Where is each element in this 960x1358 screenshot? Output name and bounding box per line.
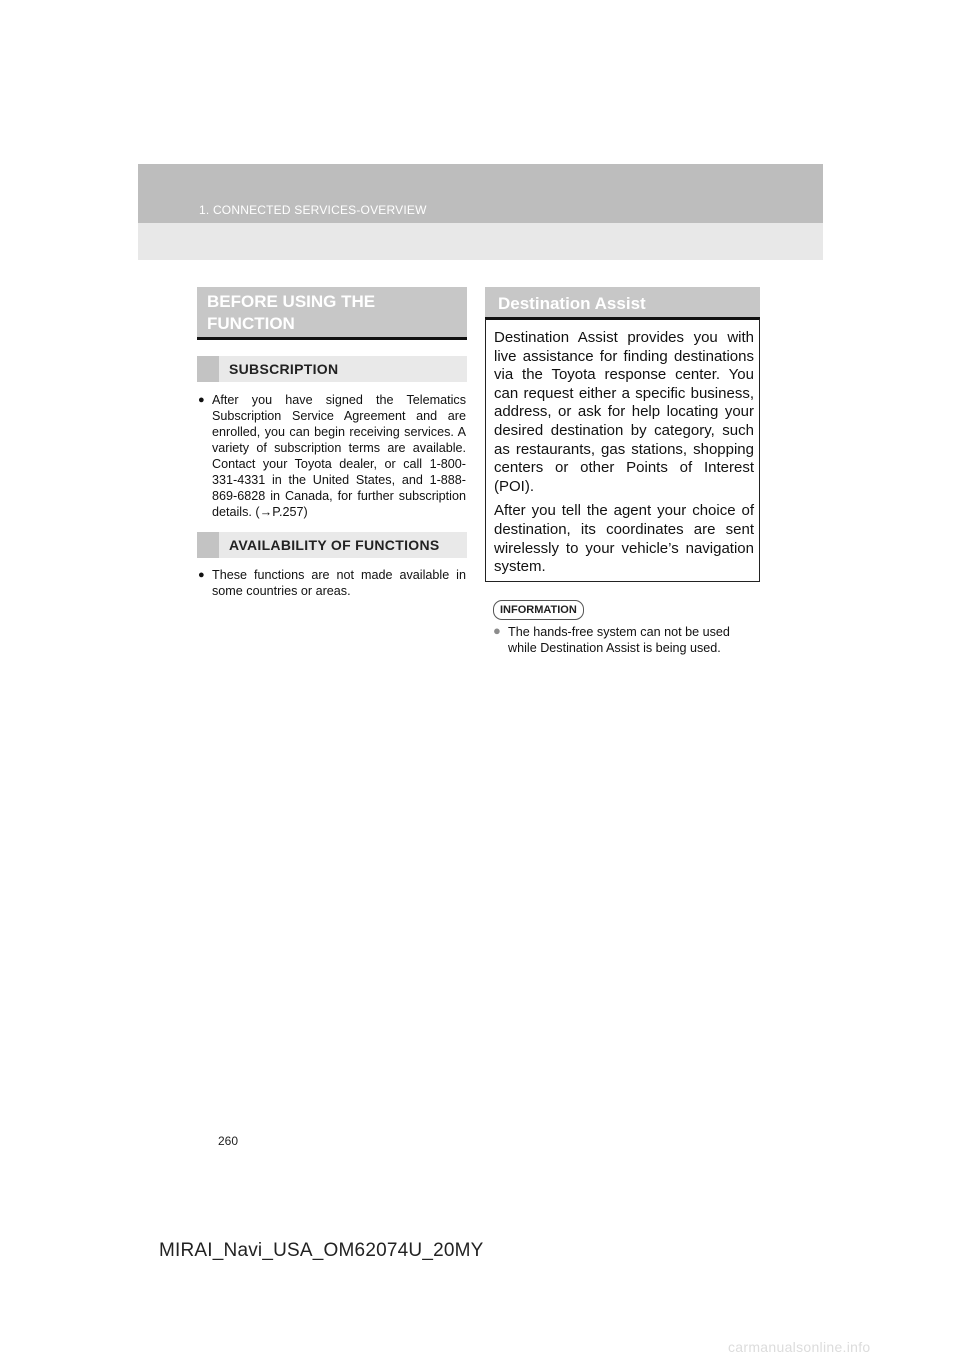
page-number: 260: [218, 1134, 239, 1148]
section-heading-text: Destination Assist: [498, 294, 646, 313]
destination-assist-paragraph-1: Destination Assist provides you with live assistance for finding destinations via the Toyota response center. You can request either a specific business, address, or ask for help locating your desired destination by category, such as restaurants, gas stations, shopping centers or other Points of Interest (POI).: [494, 329, 754, 495]
information-note: [493, 623, 758, 656]
section-heading-line1: BEFORE USING THE: [207, 292, 376, 311]
document-id: MIRAI_Navi_USA_OM62074U_20MY: [159, 1240, 484, 1261]
bullet-icon: ●: [198, 569, 205, 581]
chapter-title: 1. CONNECTED SERVICES-OVERVIEW: [199, 203, 427, 217]
bullet-icon: ●: [493, 623, 501, 638]
subheading-marker: [197, 532, 219, 558]
page-header: [138, 164, 823, 260]
subheading-subscription: [197, 356, 467, 382]
subscription-paragraph: [198, 392, 466, 520]
availability-text: These functions are not made available in some countries or areas.: [212, 568, 466, 598]
section-heading-before-using: [197, 287, 467, 340]
information-text: The hands-free system can not be used while Destination Assist is being used.: [508, 625, 730, 655]
subheading-label: SUBSCRIPTION: [229, 361, 339, 377]
subscription-text: After you have signed the Telematics Subscription Service Agreement and are enrolled, you can begin receiving services. A variety of subscription terms are available. Contact your Toyota dealer, or call 1-800-331-4331 in the United States, and 1-888-869-6828 in Canada, for further subscription details. (→P.257): [212, 393, 466, 519]
section-heading-line2: FUNCTION: [207, 314, 295, 333]
subheading-availability: [197, 532, 467, 558]
destination-assist-box: [485, 319, 760, 582]
destination-assist-paragraph-2: After you tell the agent your choice of destination, its coordinates are sent wirelessly to your vehicle’s navigation system.: [494, 502, 754, 576]
destination-assist-body: [494, 329, 754, 583]
header-bar: [138, 164, 823, 223]
subheading-label: AVAILABILITY OF FUNCTIONS: [229, 537, 440, 553]
section-heading-destination-assist: [485, 287, 760, 320]
watermark: carmanualsonline.info: [728, 1339, 871, 1355]
information-label: INFORMATION: [493, 600, 584, 620]
availability-paragraph: [198, 567, 466, 599]
subheading-marker: [197, 356, 219, 382]
bullet-icon: ●: [198, 394, 205, 406]
